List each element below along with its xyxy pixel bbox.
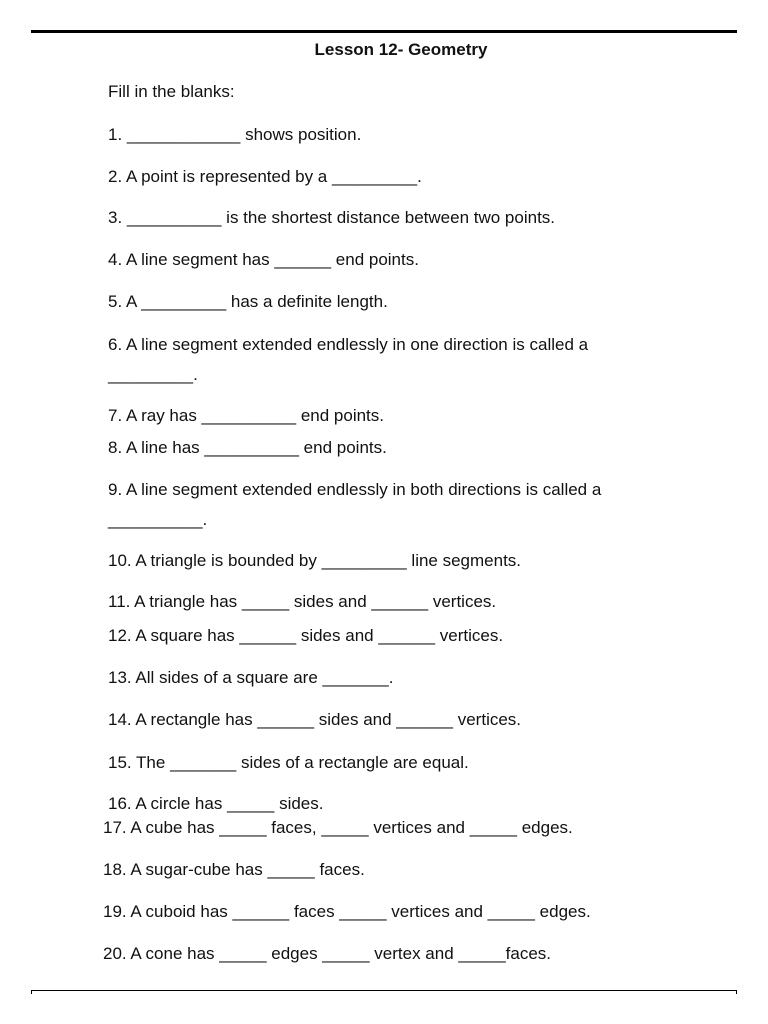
question-19: 19. A cuboid has ______ faces _____ vertices and _____ edges. xyxy=(103,902,591,921)
question-9: 9. A line segment extended endlessly in both directions is called a xyxy=(108,480,602,499)
top-rule xyxy=(31,30,737,33)
question-15: 15. The _______ sides of a rectangle are equal. xyxy=(108,753,469,772)
question-1: 1. ____________ shows position. xyxy=(108,125,362,144)
question-7: 7. A ray has __________ end points. xyxy=(108,406,385,425)
question-9-blank: __________. xyxy=(108,510,208,529)
question-8: 8. A line has __________ end points. xyxy=(108,438,387,457)
bottom-rule-tick-right xyxy=(736,990,737,994)
instructions: Fill in the blanks: xyxy=(108,82,235,101)
question-3: 3. __________ is the shortest distance between two points. xyxy=(108,208,556,227)
question-10: 10. A triangle is bounded by _________ line segments. xyxy=(108,551,522,570)
question-18: 18. A sugar-cube has _____ faces. xyxy=(103,860,365,879)
question-6-blank: _________. xyxy=(108,365,198,384)
question-5: 5. A _________ has a definite length. xyxy=(108,292,388,311)
question-14: 14. A rectangle has ______ sides and ______ vertices. xyxy=(108,710,522,729)
bottom-rule-tick-left xyxy=(31,990,32,994)
question-20: 20. A cone has _____ edges _____ vertex and _____faces. xyxy=(103,944,552,963)
question-11: 11. A triangle has _____ sides and ______ vertices. xyxy=(108,592,497,611)
question-4: 4. A line segment has ______ end points. xyxy=(108,250,419,269)
bottom-rule xyxy=(31,990,737,991)
question-17: 17. A cube has _____ faces, _____ vertices and _____ edges. xyxy=(103,818,573,837)
question-13: 13. All sides of a square are _______. xyxy=(108,668,394,687)
question-12: 12. A square has ______ sides and ______ vertices. xyxy=(108,626,504,645)
question-6: 6. A line segment extended endlessly in one direction is called a xyxy=(108,335,589,354)
question-2: 2. A point is represented by a _________. xyxy=(108,167,422,186)
question-16: 16. A circle has _____ sides. xyxy=(108,794,324,813)
page-title: Lesson 12- Geometry xyxy=(314,40,488,59)
